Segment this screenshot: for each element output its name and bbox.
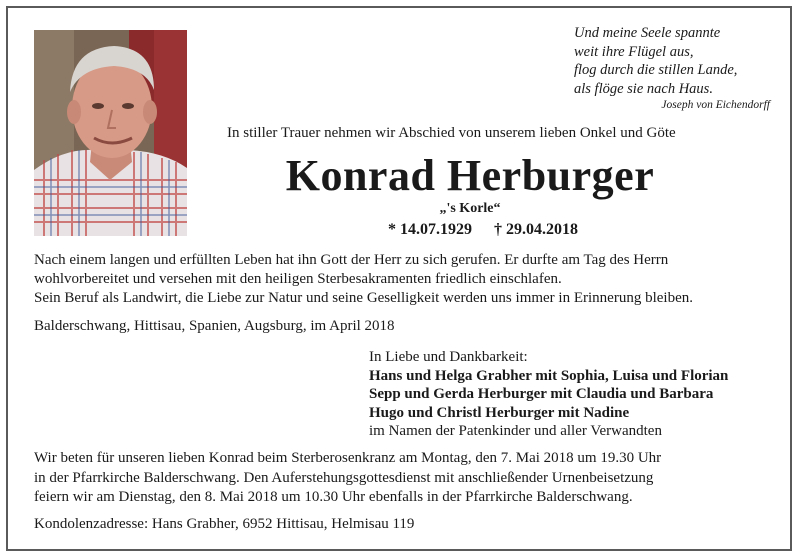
life-dates bbox=[388, 221, 578, 239]
poem-line: als flöge sie nach Haus. bbox=[574, 80, 713, 97]
death-date: † 29.04.2018 bbox=[494, 221, 578, 238]
deceased-name: Konrad Herburger bbox=[285, 151, 655, 200]
paragraph-line: feiern wir am Dienstag, den 8. Mai 2018 um 10.30 Uhr ebenfalls in der Pfarrkirche Balderschwang. bbox=[34, 489, 633, 505]
poem bbox=[574, 24, 770, 112]
paragraph-line: Nach einem langen und erfüllten Leben hat ihn Gott der Herr zu sich gerufen. Er durfte am Tag des Herrn bbox=[34, 252, 669, 268]
paragraph-line: Sein Beruf als Landwirt, die Liebe zur Natur und seine Geselligkeit werden uns immer in Erinnerung bleiben. bbox=[34, 290, 693, 306]
paragraph-line: Wir beten für unseren lieben Konrad beim Sterberosenkranz am Montag, den 7. Mai 2018 um 19.30 Uhr bbox=[34, 450, 662, 466]
poem-line: flog durch die stillen Lande, bbox=[574, 62, 738, 78]
poem-line: Und meine Seele spannte bbox=[574, 25, 721, 41]
service-paragraph bbox=[34, 449, 774, 508]
condolence-address: Kondolenzadresse: Hans Grabher, 6952 Hittisau, Helmisau 119 bbox=[34, 516, 415, 532]
paragraph-line: wohlvorbereitet und versehen mit den heiligen Sterbesakramenten friedlich einschlafen. bbox=[34, 271, 562, 287]
family-closing: im Namen der Patenkinder und aller Verwandten bbox=[369, 423, 662, 439]
place-date: Balderschwang, Hittisau, Spanien, Augsburg, im April 2018 bbox=[34, 318, 395, 334]
intro-text: In stiller Trauer nehmen wir Abschied von unserem lieben Onkel und Göte bbox=[227, 125, 676, 141]
poem-author: Joseph von Eichendorff bbox=[661, 99, 770, 111]
poem-line: weit ihre Flügel aus, bbox=[574, 43, 694, 60]
nickname: „'s Korle“ bbox=[439, 201, 501, 216]
family-intro: In Liebe und Dankbarkeit: bbox=[369, 349, 528, 365]
portrait-photo bbox=[34, 30, 187, 236]
family-block bbox=[369, 348, 769, 441]
family-name: Hugo und Christl Herburger mit Nadine bbox=[369, 404, 630, 421]
family-name: Hans und Helga Grabher mit Sophia, Luisa und Florian bbox=[369, 367, 729, 384]
obituary-paragraph bbox=[34, 251, 774, 308]
family-name: Sepp und Gerda Herburger mit Claudia und Barbara bbox=[369, 386, 714, 402]
birth-date: * 14.07.1929 bbox=[388, 221, 472, 238]
paragraph-line: in der Pfarrkirche Balderschwang. Den Auferstehungsgottesdienst mit anschließender Urnenbeisetzung bbox=[34, 469, 654, 486]
